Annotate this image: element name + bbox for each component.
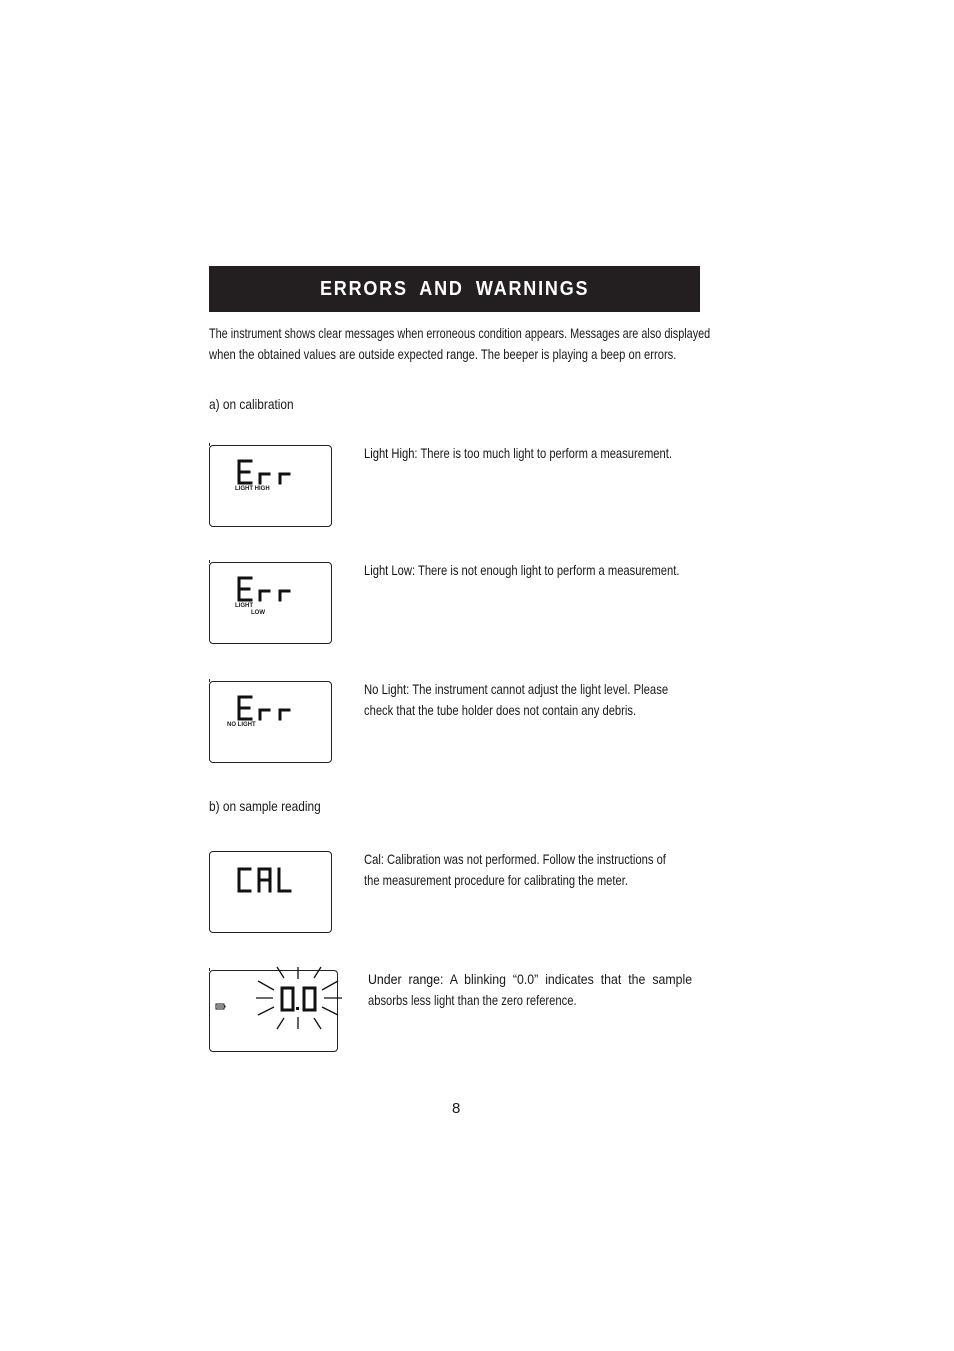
item-under-range: [368, 969, 700, 1011]
term-light-low: Light Low:: [364, 562, 416, 578]
item-cal: [364, 849, 700, 891]
intro-line-2: when the obtained values are outside expected range. The beeper is playing a beep on errors.: [209, 346, 677, 362]
lcd-display-light-low: [209, 562, 332, 644]
intro-paragraph: [209, 323, 711, 365]
lcd-cal-digits: [210, 852, 331, 932]
term-light-high: Light High:: [364, 445, 418, 461]
lcd-label-light: LIGHT: [235, 603, 253, 609]
blink-rays-icon: [256, 967, 342, 1029]
desc-under-range-value: “0.0”: [512, 971, 539, 987]
section-header: [209, 266, 700, 312]
section-label-calibration: a) on calibration: [209, 396, 294, 412]
lcd-label-no-light: NO LIGHT: [227, 722, 256, 728]
desc-light-high: There is too much light to perform a measurement.: [420, 445, 672, 461]
lcd-label-low: LOW: [251, 610, 265, 616]
page-title: ERRORS AND WARNINGS: [319, 277, 590, 300]
page-number: 8: [452, 1100, 461, 1117]
lcd-blinking-zero: [210, 971, 350, 1051]
battery-icon: [216, 1004, 226, 1009]
desc-under-range-b: indicates that the sample: [545, 971, 693, 987]
term-no-light: No Light:: [364, 681, 410, 697]
lcd-err-digits: [210, 446, 331, 526]
desc-no-light-2: check that the tube holder does not contain any debris.: [364, 702, 637, 718]
lcd-display-cal: [209, 851, 332, 933]
intro-line-1: The instrument shows clear messages when erroneous condition appears. Messages are also displayed: [209, 325, 711, 341]
desc-under-range-a: A blinking: [449, 971, 506, 987]
lcd-err-digits: [210, 563, 331, 643]
term-under-range: Under range:: [368, 971, 444, 987]
term-cal: Cal:: [364, 851, 384, 867]
desc-light-low: There is not enough light to perform a measurement.: [417, 562, 680, 578]
desc-under-range-2: absorbs less light than the zero reference.: [368, 992, 577, 1008]
section-label-sample: b) on sample reading: [209, 798, 321, 814]
desc-cal-1: Calibration was not performed. Follow the instructions of: [387, 851, 666, 867]
item-light-low: [364, 560, 700, 581]
desc-no-light-1: The instrument cannot adjust the light level. Please: [412, 681, 669, 697]
desc-cal-2: the measurement procedure for calibrating the meter.: [364, 872, 628, 888]
item-no-light: [364, 679, 700, 721]
lcd-display-no-light: [209, 681, 332, 763]
item-light-high: [364, 443, 700, 464]
lcd-display-under-range: [209, 970, 338, 1052]
lcd-display-light-high: [209, 445, 332, 527]
lcd-label-light-high: LIGHT HIGH: [235, 486, 270, 492]
